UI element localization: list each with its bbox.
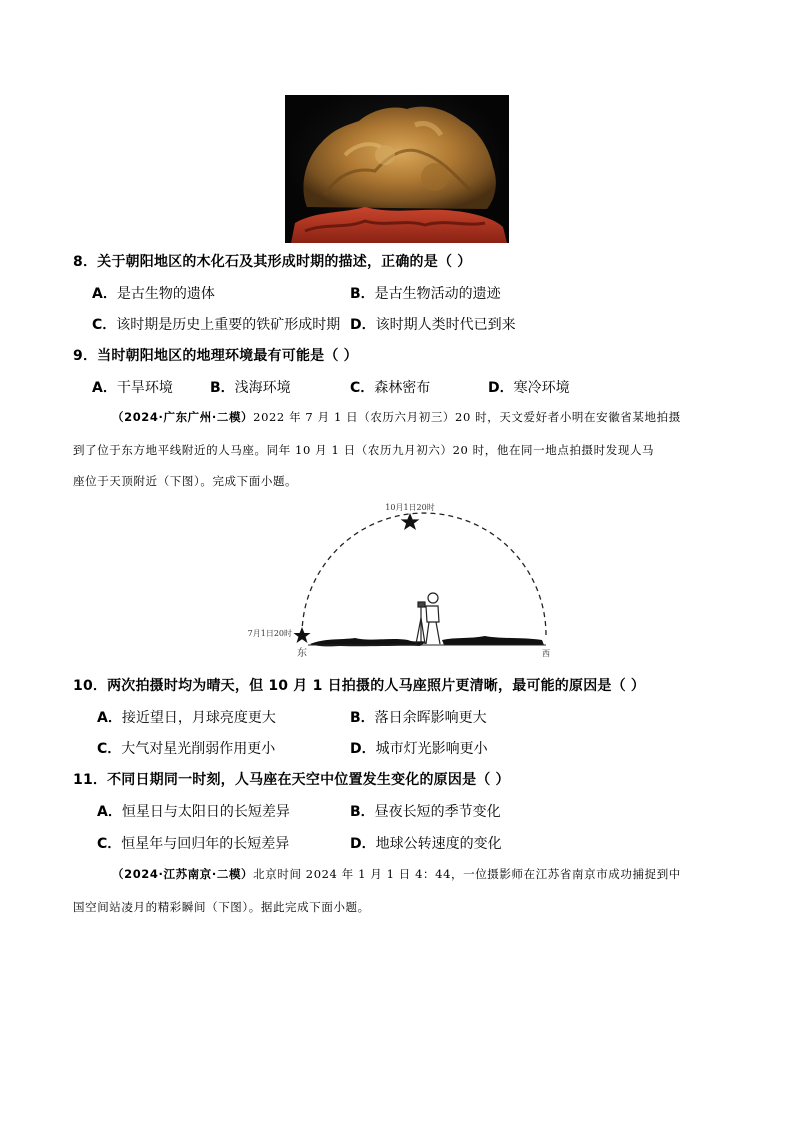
intro-paragraph-2-line-2: 国空间站凌月的精彩瞬间（下图）。据此完成下面小题。: [73, 900, 370, 914]
option-letter: B．: [350, 710, 375, 726]
intro-paragraph-1-line-3: 座位于天顶附近（下图）。完成下面小题。: [73, 474, 298, 488]
sagittarius-diagram: [230, 498, 570, 662]
intro-paragraph-2-line-1: [112, 866, 681, 882]
intro-text: 北京时间 2024 年 1 月 1 日 4：44，一位摄影师在江苏省南京市成功捕捉到中: [253, 867, 681, 881]
option-text: 地球公转速度的变化: [375, 836, 502, 852]
q11-option-b[interactable]: [350, 801, 501, 821]
option-letter: B．: [350, 804, 375, 820]
star-october-icon: [401, 513, 420, 530]
option-letter: A．: [97, 710, 122, 726]
option-text: 恒星日与太阳日的长短差异: [121, 804, 290, 820]
option-text: 寒冷环境: [513, 380, 570, 396]
option-text: 城市灯光影响更小: [375, 741, 488, 757]
source-tag: （2024·江苏南京·二模）: [112, 867, 254, 881]
option-text: 昼夜长短的季节变化: [374, 804, 501, 820]
star-july-icon: [293, 627, 310, 643]
q8-option-b[interactable]: [350, 283, 501, 303]
option-text: 浅海环境: [234, 380, 291, 396]
option-letter: B．: [210, 380, 235, 396]
option-text: 接近望日，月球亮度更大: [121, 710, 276, 726]
option-letter: A．: [92, 380, 117, 396]
question-10: 10．两次拍摄时均为晴天，但 10 月 1 日拍摄的人马座照片更清晰，最可能的原因是（ ）: [73, 678, 646, 694]
option-letter: C．: [97, 741, 122, 757]
option-text: 落日余晖影响更大: [374, 710, 487, 726]
q10-option-b[interactable]: [350, 707, 487, 727]
q10-option-a[interactable]: [97, 707, 276, 727]
option-letter: C．: [350, 380, 375, 396]
q8-option-d[interactable]: [350, 314, 516, 334]
source-tag: （2024·广东广州·二模）: [112, 410, 254, 424]
q8-option-a[interactable]: [92, 283, 215, 303]
option-letter: D．: [488, 380, 514, 396]
label-july: 7月1日20时: [247, 629, 292, 638]
intro-paragraph-1-line-2: 到了位于东方地平线附近的人马座。同年 10 月 1 日（农历九月初六）20 时，他在同一地点拍摄时发现人马: [73, 443, 655, 457]
q9-option-b[interactable]: [210, 377, 291, 397]
photographer-icon: [416, 593, 440, 644]
option-letter: C．: [97, 836, 122, 852]
option-letter: D．: [350, 836, 376, 852]
option-text: 该时期人类时代已到来: [375, 317, 516, 333]
q9-option-a[interactable]: [92, 377, 173, 397]
q10-option-d[interactable]: [350, 738, 488, 758]
option-text: 大气对星光削弱作用更小: [121, 741, 276, 757]
label-west: 西: [542, 649, 550, 658]
petrified-wood-photo: [285, 95, 509, 243]
option-letter: A．: [97, 804, 122, 820]
question-9: 9．当时朝阳地区的地理环境最有可能是（ ）: [73, 348, 358, 364]
option-letter: C．: [92, 317, 117, 333]
option-letter: D．: [350, 741, 376, 757]
question-11: 11．不同日期同一时刻，人马座在天空中位置发生变化的原因是（ ）: [73, 772, 510, 788]
q9-option-d[interactable]: [488, 377, 570, 397]
option-text: 干旱环境: [116, 380, 173, 396]
q8-option-c[interactable]: [92, 314, 340, 334]
q11-option-d[interactable]: [350, 833, 502, 853]
option-letter: B．: [350, 286, 375, 302]
option-letter: D．: [350, 317, 376, 333]
option-text: 恒星年与回归年的长短差异: [121, 836, 290, 852]
q10-option-c[interactable]: [97, 738, 275, 758]
q11-option-c[interactable]: [97, 833, 289, 853]
horizon-right: [442, 636, 544, 645]
label-east: 东: [297, 648, 307, 659]
option-text: 是古生物活动的遗迹: [374, 286, 501, 302]
q11-option-a[interactable]: [97, 801, 290, 821]
option-letter: A．: [92, 286, 117, 302]
option-text: 该时期是历史上重要的铁矿形成时期: [116, 317, 341, 333]
option-text: 是古生物的遗体: [116, 286, 215, 302]
intro-text: 2022 年 7 月 1 日（农历六月初三）20 时，天文爱好者小明在安徽省某地拍摄: [253, 410, 681, 424]
q9-option-c[interactable]: [350, 377, 430, 397]
option-text: 森林密布: [374, 380, 431, 396]
label-october: 10月1日20时: [385, 503, 435, 512]
question-8: 8．关于朝阳地区的木化石及其形成时期的描述，正确的是（ ）: [73, 254, 472, 270]
sky-arc: [302, 513, 546, 635]
intro-paragraph-1-line-1: [112, 409, 681, 425]
